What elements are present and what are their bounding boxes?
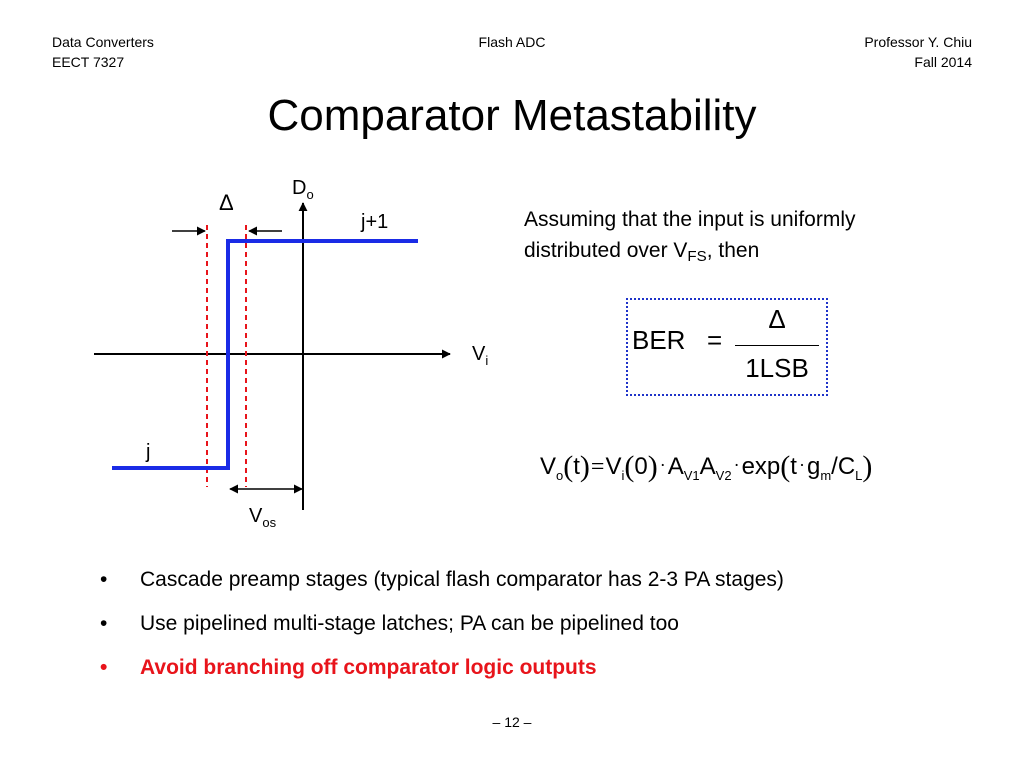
assumption-line-1: Assuming that the input is uniformly: [524, 208, 856, 231]
ber-equals: =: [707, 325, 723, 355]
offset-label: $V_{os}$: [249, 505, 277, 530]
slide-title: Comparator Metastability: [267, 91, 757, 140]
assumption-line-2: distributed over $V_{FS}$, then: [524, 239, 760, 266]
fraction-bar: [735, 345, 819, 346]
header-term: Fall 2014: [914, 54, 972, 70]
comparator-transfer-diagram: [80, 165, 500, 535]
header-topic: Flash ADC: [478, 34, 546, 50]
assumption-text: [524, 204, 954, 266]
bullet-item-avoid-branching: • Avoid branching off comparator logic outputs: [100, 656, 597, 679]
header-professor: Professor Y. Chiu: [864, 34, 972, 50]
header-instructor: [864, 32, 972, 72]
upper-level-label: j+1: [361, 211, 389, 233]
bullet-item-cascade: • Cascade preamp stages (typical flash comparator has 2-3 PA stages): [100, 568, 784, 591]
ber-denominator: 1LSB: [745, 353, 809, 383]
lower-level-label: j: [146, 441, 151, 463]
x-axis-label: $V_i$: [472, 343, 489, 368]
bullet-marker: •: [100, 612, 108, 635]
page-number: – 12 –: [492, 714, 532, 730]
y-axis-label: $D_o$: [292, 177, 314, 202]
bullet-item-pipelined: • Use pipelined multi-stage latches; PA can be pipelined too: [100, 612, 679, 635]
bullet-list: [100, 567, 980, 699]
ber-numerator: Δ: [768, 304, 786, 334]
delta-label: Δ: [219, 190, 234, 215]
header-course-name: Data Converters: [52, 34, 154, 50]
header-course-code: EECT 7327: [52, 54, 125, 70]
ber-lhs: BER: [632, 325, 686, 355]
output-voltage-equation: $V_o(t)=V_i(0) \cdot A_{V1}A_{V2}\cdot\exp(t \cdot g_m/C_L)$: [540, 450, 873, 483]
bullet-marker: •: [100, 568, 108, 591]
bullet-marker: •: [100, 656, 108, 679]
